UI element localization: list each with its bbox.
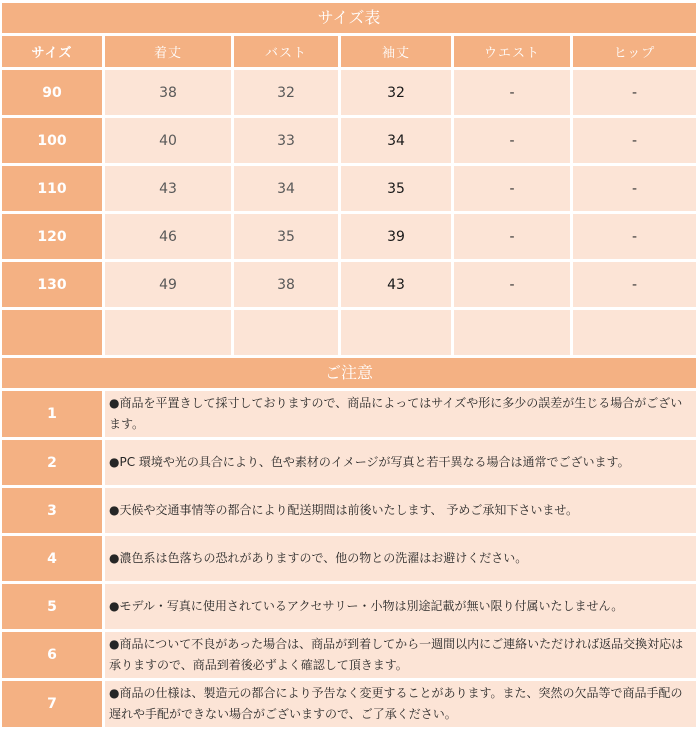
table-row <box>2 166 696 214</box>
header-sleeve: 袖丈 <box>341 36 454 70</box>
sleeve-cell: 35 <box>341 166 454 214</box>
hip-cell: - <box>573 262 696 310</box>
size-cell: 100 <box>2 118 105 166</box>
sleeve-cell: 43 <box>341 262 454 310</box>
header-length: 着丈 <box>105 36 234 70</box>
length-cell: 46 <box>105 214 234 262</box>
size-table <box>2 36 696 358</box>
length-cell: 43 <box>105 166 234 214</box>
sleeve-cell: 32 <box>341 70 454 118</box>
hip-cell: - <box>573 166 696 214</box>
note-number: 4 <box>2 536 105 584</box>
hip-cell: - <box>573 70 696 118</box>
waist-cell: - <box>454 262 573 310</box>
size-cell: 120 <box>2 214 105 262</box>
sleeve-cell <box>341 310 454 358</box>
length-cell: 38 <box>105 70 234 118</box>
waist-cell: - <box>454 70 573 118</box>
note-row <box>2 584 696 632</box>
length-cell <box>105 310 234 358</box>
table-row <box>2 118 696 166</box>
note-number: 1 <box>2 391 105 440</box>
table-row-empty <box>2 310 696 358</box>
hip-cell <box>573 310 696 358</box>
bust-cell: 35 <box>234 214 341 262</box>
note-row <box>2 391 696 440</box>
size-chart-sheet <box>2 3 696 730</box>
length-cell: 40 <box>105 118 234 166</box>
size-table-title: サイズ表 <box>2 3 696 36</box>
bust-cell: 33 <box>234 118 341 166</box>
hip-cell: - <box>573 214 696 262</box>
note-text: ●天候や交通事情等の都合により配送期間は前後いたします、 予めご承知下さいませ。 <box>105 488 696 536</box>
header-size: サイズ <box>2 36 105 70</box>
table-row <box>2 214 696 262</box>
note-number: 7 <box>2 681 105 730</box>
waist-cell <box>454 310 573 358</box>
note-text: ●商品について不良があった場合は、商品が到着してから一週間以内にご連絡いただければ返品交換対応は承りますので、商品到着後必ずよく確認して頂きます。 <box>105 632 696 681</box>
size-cell: 90 <box>2 70 105 118</box>
waist-cell: - <box>454 166 573 214</box>
bust-cell: 38 <box>234 262 341 310</box>
hip-cell: - <box>573 118 696 166</box>
size-cell <box>2 310 105 358</box>
header-hip: ヒップ <box>573 36 696 70</box>
size-cell: 130 <box>2 262 105 310</box>
note-number: 6 <box>2 632 105 681</box>
bust-cell: 32 <box>234 70 341 118</box>
waist-cell: - <box>454 214 573 262</box>
sleeve-cell: 39 <box>341 214 454 262</box>
note-row <box>2 681 696 730</box>
note-text: ●濃色系は色落ちの恐れがありますので、他の物との洗濯はお避けください。 <box>105 536 696 584</box>
size-cell: 110 <box>2 166 105 214</box>
table-row <box>2 70 696 118</box>
header-waist: ウエスト <box>454 36 573 70</box>
note-text: ●モデル・写真に使用されているアクセサリー・小物は別途記載が無い限り付属いたしません。 <box>105 584 696 632</box>
note-row <box>2 440 696 488</box>
notes-title: ご注意 <box>2 358 696 391</box>
note-text: ●商品の仕様は、製造元の都合により予告なく変更することがあります。また、突然の欠品等で商品手配の遅れや手配ができない場合がございますので、ご了承ください。 <box>105 681 696 730</box>
bust-cell <box>234 310 341 358</box>
note-number: 3 <box>2 488 105 536</box>
bust-cell: 34 <box>234 166 341 214</box>
note-row <box>2 488 696 536</box>
note-text: ●商品を平置きして採寸しておりますので、商品によってはサイズや形に多少の誤差が生じる場合がございます。 <box>105 391 696 440</box>
sleeve-cell: 34 <box>341 118 454 166</box>
header-bust: バスト <box>234 36 341 70</box>
length-cell: 49 <box>105 262 234 310</box>
notes-table <box>2 391 696 730</box>
note-row <box>2 632 696 681</box>
note-number: 2 <box>2 440 105 488</box>
note-row <box>2 536 696 584</box>
note-number: 5 <box>2 584 105 632</box>
size-table-header-row <box>2 36 696 70</box>
waist-cell: - <box>454 118 573 166</box>
table-row <box>2 262 696 310</box>
note-text: ●PC 環境や光の具合により、色や素材のイメージが写真と若干異なる場合は通常でございます。 <box>105 440 696 488</box>
